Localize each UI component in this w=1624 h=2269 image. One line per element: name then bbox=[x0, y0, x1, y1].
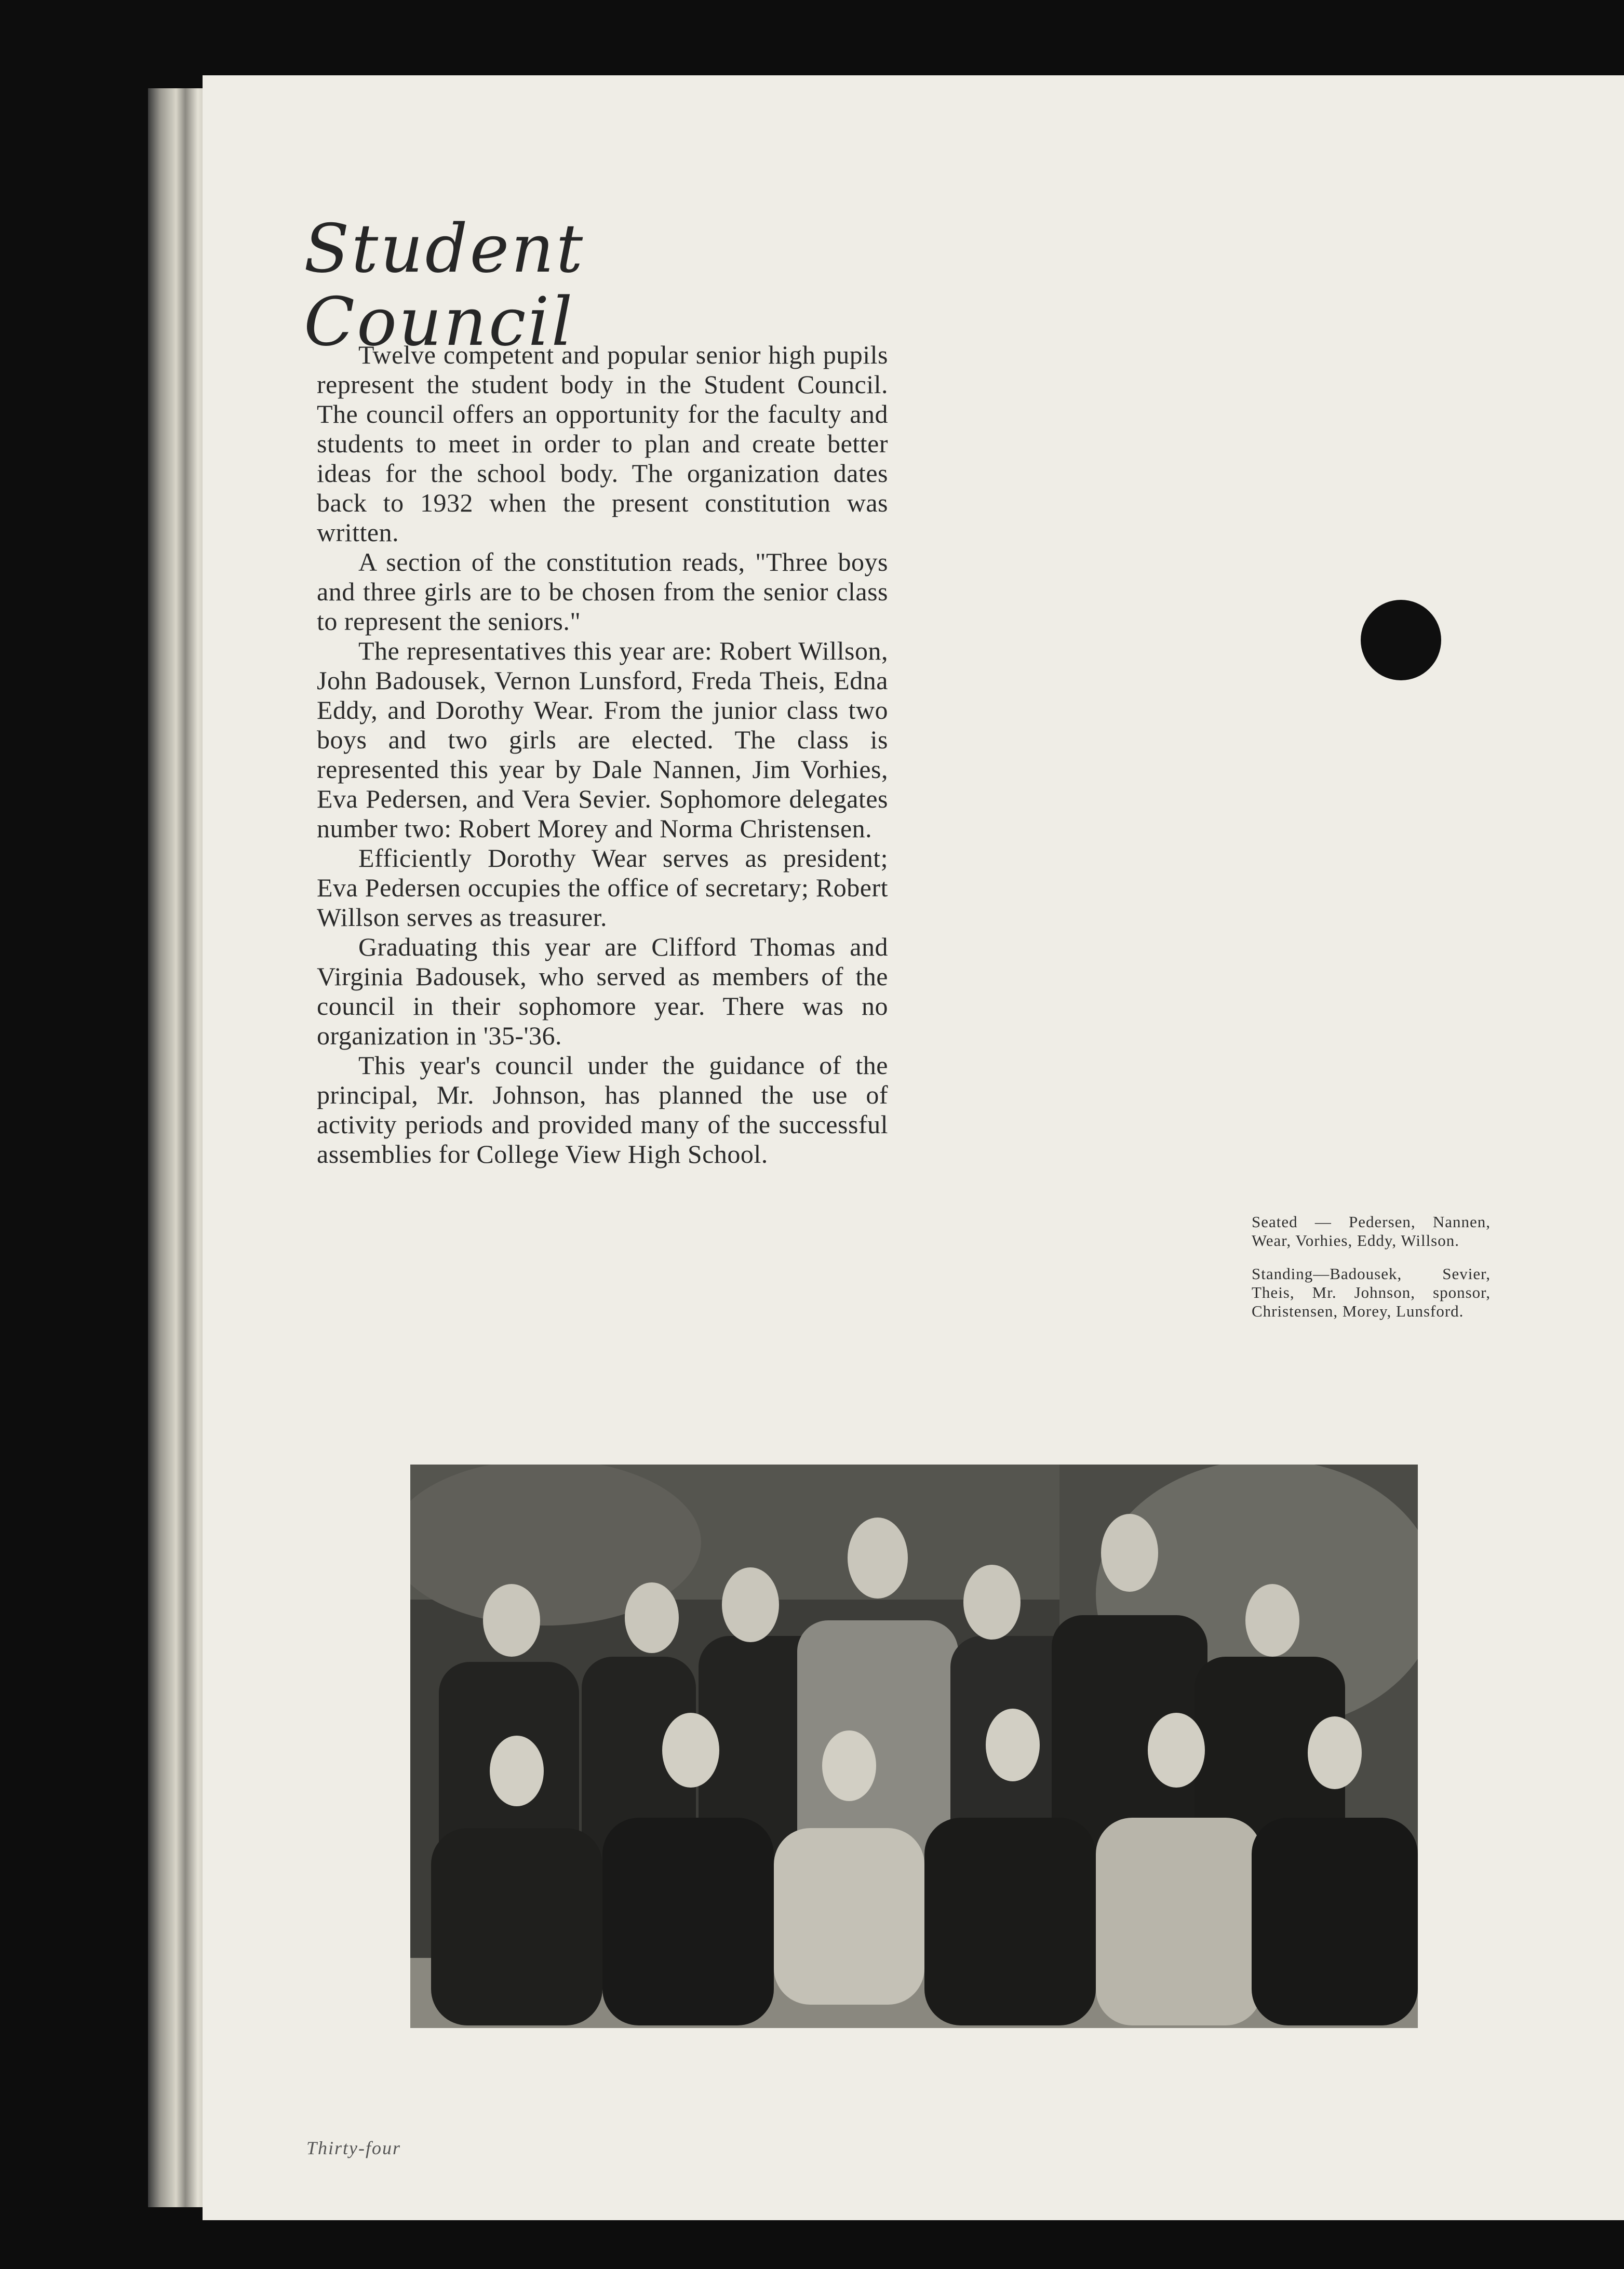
page-number: Thirty-four bbox=[306, 2138, 401, 2158]
photo-caption bbox=[1252, 1213, 1491, 1335]
punch-hole bbox=[1361, 600, 1441, 680]
body-paragraph: A section of the constitution reads, "Three boys and three girls are to be chosen from the senior class to represent the seniors." bbox=[317, 547, 888, 636]
page-title: Student Council bbox=[304, 210, 585, 361]
body-paragraph: Twelve competent and popular senior high pupils represent the student body in the Student Council. The council offers an opportunity for the faculty and students to meet in order to plan and create better ideas for the school body. The organization dates back to 1932 when the present constitution was written. bbox=[317, 340, 888, 547]
group-photo-illustration bbox=[410, 1465, 1418, 2028]
caption-standing: Standing—Badousek, Sevier, Theis, Mr. Johnson, sponsor, Christensen, Morey, Lunsford. bbox=[1252, 1265, 1491, 1320]
caption-seated: Seated — Pedersen, Nannen, Wear, Vorhies, Eddy, Willson. bbox=[1252, 1213, 1491, 1250]
body-paragraph: Efficiently Dorothy Wear serves as president; Eva Pedersen occupies the office of secretary; Robert Willson serves as treasurer. bbox=[317, 843, 888, 932]
body-paragraph: Graduating this year are Clifford Thomas and Virginia Badousek, who served as members of the council in their sophomore year. There was no organization in '35-'36. bbox=[317, 932, 888, 1050]
body-paragraph: The representatives this year are: Robert Willson, John Badousek, Vernon Lunsford, Freda Theis, Edna Eddy, and Dorothy Wear. From the junior class two boys and two girls are elected. The class is represented this year by Dale Nannen, Jim Vorhies, Eva Pedersen, and Vera Sevier. Sophomore delegates number two: Robert Morey and Norma Christensen. bbox=[317, 636, 888, 843]
group-photo bbox=[410, 1465, 1418, 2028]
article-body bbox=[317, 340, 888, 1169]
book-page-edge bbox=[148, 88, 210, 2207]
body-paragraph: This year's council under the guidance of the principal, Mr. Johnson, has planned the use of activity periods and provided many of the successful assemblies for College View High School. bbox=[317, 1051, 888, 1169]
